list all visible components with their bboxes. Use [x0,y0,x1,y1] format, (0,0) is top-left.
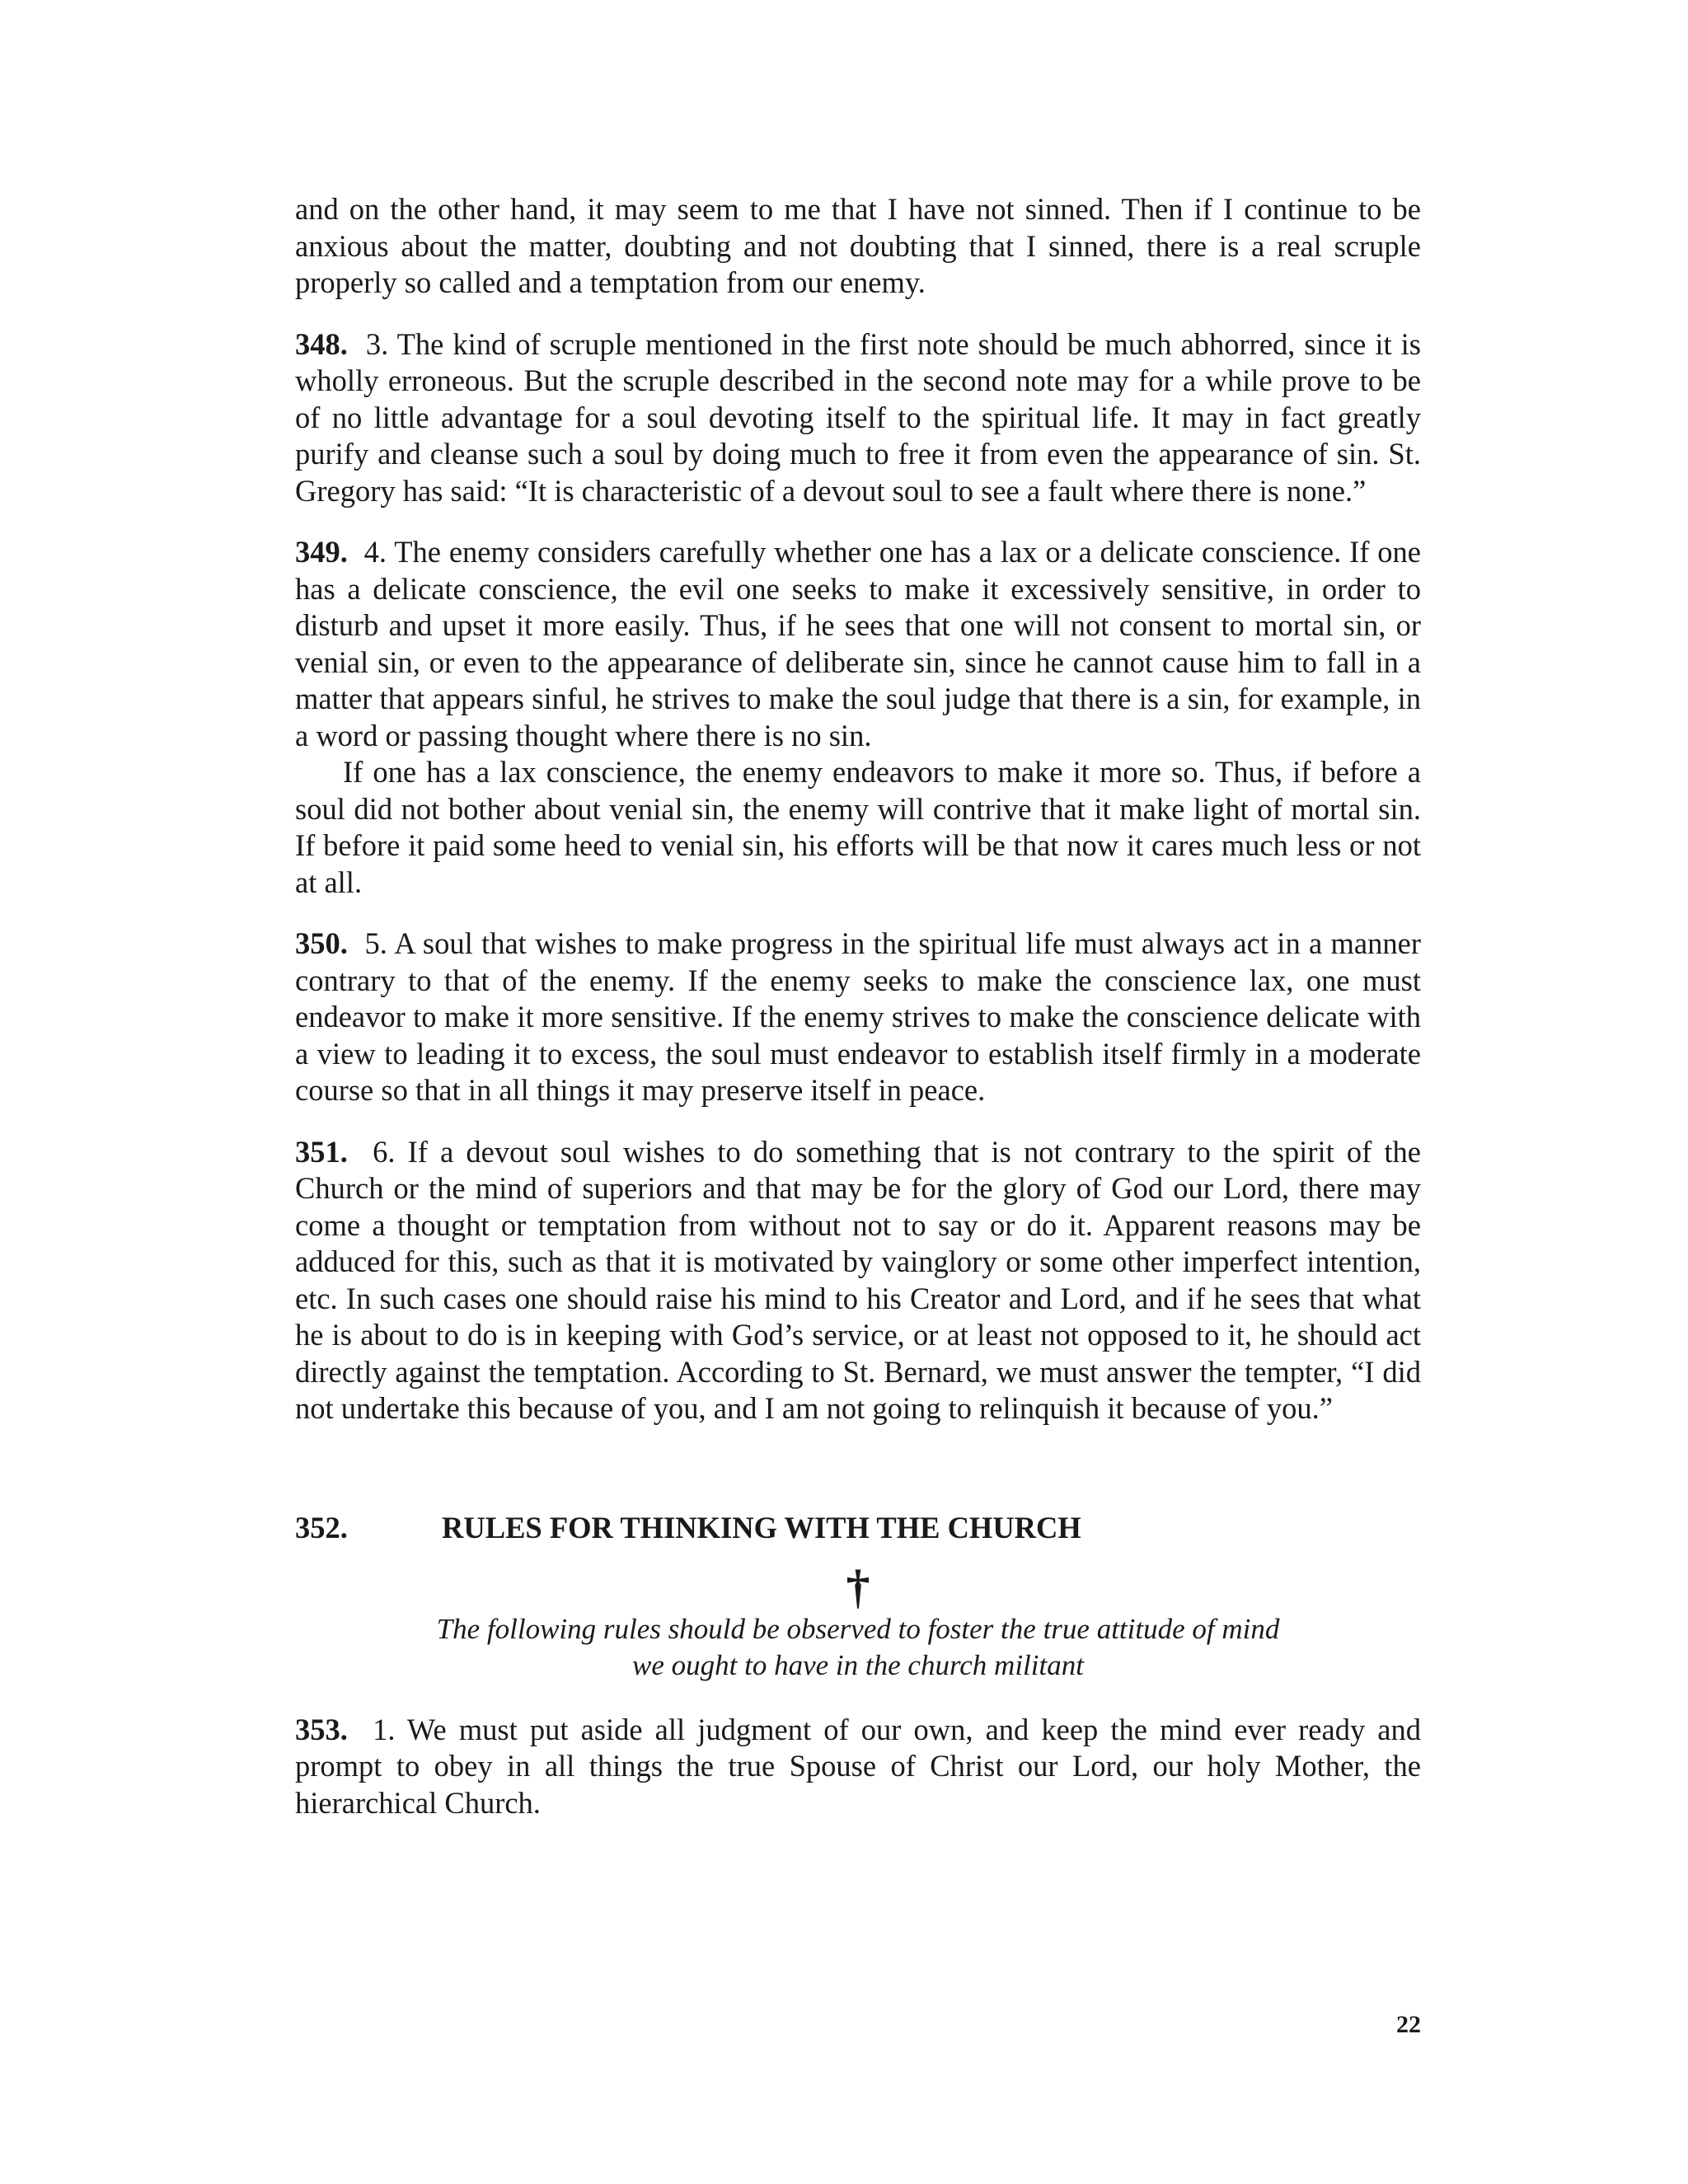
section-title: RULES FOR THINKING WITH THE CHURCH [442,1510,1081,1544]
paragraph-number: 353. [295,1712,348,1746]
paragraph-number: 348. [295,326,348,361]
paragraph-350 [295,926,1421,1109]
paragraph-349 [295,534,1421,754]
subtitle-line-1: The following rules should be observed to foster the true attitude of mind [436,1612,1280,1645]
paragraph-353 [295,1712,1421,1822]
cross-icon: † [846,1559,870,1614]
page-number: 22 [1396,2011,1421,2038]
section-number: 352. [295,1510,348,1544]
section-subtitle [295,1611,1421,1684]
paragraph-text: 1. We must put aside all judgment of our own, and keep the mind ever ready and prompt to obey in all things the true Spouse of Christ our Lord, our holy Mother, the hierarchical Church. [295,1712,1421,1820]
paragraph-351 [295,1134,1421,1427]
paragraph-number: 349. [295,535,348,569]
paragraph-text: 3. The kind of scruple mentioned in the first note should be much abhorred, since it is wholly erroneous. But the scruple described in the second note may for a while prove to be of no little advantage for a soul devoting itself to the spiritual life. It may in fact greatly purify and cleanse such a soul by doing much to free it from even the appearance of sin. St. Gregory has said: “It is characteristic of a devout soul to see a fault where there is none.” [295,326,1422,508]
paragraph-text: 6. If a devout soul wishes to do something that is not contrary to the spirit of the Church or the mind of superiors and that may be for the glory of God our Lord, there may come a thought or temptation from without not to say or do it. Apparent reasons may be adduced for this, such as that it is motivated by vainglory or some other imperfect intention, etc. In such cases one should raise his mind to his Creator and Lord, and if he sees that what he is about to do is in keeping with God’s service, or at least not opposed to it, he should act directly against the temptation. According to St. Bernard, we must answer the tempter, “I did not undertake this because of you, and I am not going to relinquish it because of you.” [295,1134,1422,1425]
paragraph-349-continued: If one has a lax conscience, the enemy endeavors to make it more so. Thus, if before a soul did not bother about venial sin, the enemy will contrive that it make light of mortal sin. If before it paid some heed to venial sin, his efforts will be that now it cares much less or not at all. [295,755,1421,899]
page-body [295,191,1421,1846]
paragraph-348 [295,326,1421,510]
paragraph-number: 351. [295,1134,348,1169]
paragraph-text: 5. A soul that wishes to make progress in the spiritual life must always act in a manner contrary to that of the enemy. If the enemy seeks to make the conscience lax, one must endeavor to make it more sensitive. If the enemy strives to make the conscience delicate with a view to leading it to excess, the soul must endeavor to establish itself firmly in a moderate course so that in all things it may preserve itself in peace. [295,926,1421,1107]
continuation-paragraph: and on the other hand, it may seem to me that I have not sinned. Then if I continue to be anxious about the matter, doubting and not doubting that I sinned, there is a real scruple properly so called and a temptation from our enemy. [295,192,1421,299]
subtitle-line-2: we ought to have in the church militant [632,1648,1084,1681]
section-heading [295,1510,1421,1545]
paragraph-text: 4. The enemy considers carefully whether one has a lax or a delicate conscience. If one has a delicate conscience, the evil one seeks to make it excessively sensitive, in order to disturb and upset it more easily. Thus, if he sees that one will not consent to mortal sin, or venial sin, or even to the appearance of deliberate sin, since he cannot cause him to fall in a matter that appears sinful, he strives to make the soul judge that there is a sin, for example, in a word or passing thought where there is no sin. [295,535,1421,752]
paragraph-number: 350. [295,926,348,960]
